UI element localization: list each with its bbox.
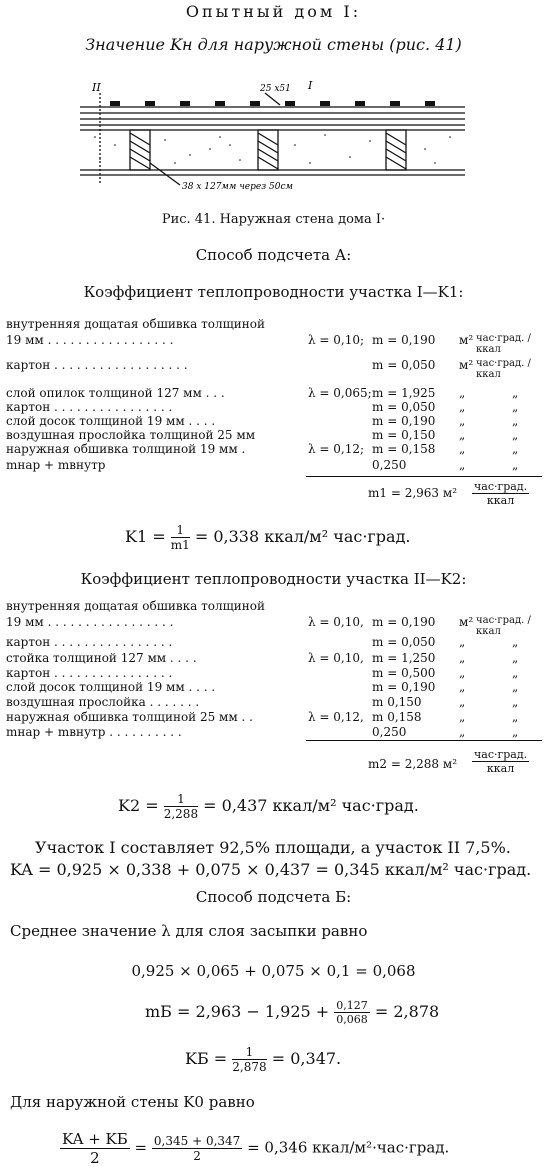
k1-numerator: 1: [171, 523, 190, 538]
table-row: [6, 710, 546, 726]
table-row: [6, 599, 546, 615]
row-m-value: m = 1,925: [372, 386, 436, 400]
row-ditto: час·град. / ккал: [476, 333, 531, 355]
row-m-value: m = 1,250: [372, 651, 436, 665]
row-label: слой досок толщиной 19 мм . . . .: [6, 680, 216, 694]
k1-denominator: m1: [170, 538, 190, 552]
mb-equation: [145, 999, 439, 1026]
row-label: mнар + mвнутр: [6, 458, 106, 472]
row-unit: м²: [459, 333, 474, 347]
row-ditto: „: [512, 386, 519, 400]
kb-numerator: 1: [232, 1045, 266, 1060]
figure-label-i: I: [308, 79, 313, 92]
row-unit: „: [459, 725, 466, 739]
row-label: картон . . . . . . . . . . . . . . . .: [6, 635, 173, 649]
table-row: [6, 680, 546, 696]
table-row: [6, 635, 546, 651]
row-unit: „: [459, 442, 466, 456]
row-m-value: 0,250: [372, 458, 407, 472]
row-m-value: m = 0,050: [372, 400, 436, 414]
row-unit: „: [459, 428, 466, 442]
figure-caption: Рис. 41. Наружная стена дома I·: [161, 212, 386, 227]
row-unit: м²: [459, 358, 474, 372]
row-label: картон . . . . . . . . . . . . . . . .: [6, 666, 173, 680]
row-unit: „: [459, 680, 466, 694]
final-numerator-1: KA + KБ: [62, 1130, 128, 1148]
table-row: [6, 358, 546, 380]
row-m-value: m 0,158: [372, 710, 422, 724]
row-m-value: m = 0,190: [372, 333, 436, 347]
row-unit: „: [459, 635, 466, 649]
final-denominator-1: 2: [90, 1149, 100, 1167]
row-label: картон . . . . . . . . . . . . . . . . . .: [6, 358, 188, 372]
table-row: [6, 458, 546, 474]
row-label: наружная обшивка толщиной 25 мм . .: [6, 710, 253, 724]
row-ditto: час·град. / ккал: [476, 358, 531, 380]
table-row: [6, 317, 546, 333]
row-ditto: „: [512, 400, 519, 414]
row-ditto: „: [512, 651, 519, 665]
row-ditto: „: [512, 725, 519, 739]
row-ditto: „: [512, 710, 519, 724]
units-denominator: ккал: [486, 762, 515, 775]
k1-lhs: K1 =: [125, 527, 166, 546]
row-m-value: 0,250: [372, 725, 407, 739]
row-ditto: „: [512, 414, 519, 428]
row-unit: „: [459, 386, 466, 400]
table-row: [6, 333, 546, 355]
section1-total: m1 = 2,963 м²: [368, 486, 458, 500]
mb-denominator: 0,068: [336, 1013, 368, 1026]
units-numerator: час·град.: [474, 480, 528, 493]
table-row: [6, 695, 546, 711]
row-unit: „: [459, 414, 466, 428]
row-label: воздушная прослойка толщиной 25 мм: [6, 428, 256, 442]
final-text: Для наружной стены K0 равно: [10, 1093, 255, 1111]
section2-total: m2 = 2,288 м²: [368, 757, 458, 771]
final-equation: $\frac{KA + KБ}{2}$ = $\frac{0,345 + 0,347}{2}$ = 0,346 ккал/м²·час·град.: [62, 1130, 450, 1167]
row-label: внутренняя дощатая обшивка толщиной: [6, 599, 265, 613]
table-row: [6, 651, 546, 667]
table-row: [6, 725, 546, 741]
row-ditto: „: [512, 458, 519, 472]
method-b-title: Способ подсчета Б:: [195, 888, 352, 906]
mb-rhs: = 2,878: [374, 1002, 440, 1021]
row-label: 19 мм . . . . . . . . . . . . . . . . .: [6, 333, 174, 347]
row-m-value: m = 0,158: [372, 442, 436, 456]
k2-denominator: 2,288: [163, 807, 199, 821]
final-denominator-2: 2: [193, 1149, 201, 1163]
row-unit: „: [459, 695, 466, 709]
kb-rhs: = 0,347.: [271, 1049, 342, 1068]
mb-lhs: mБ = 2,963 − 1,925 +: [145, 1002, 330, 1021]
k2-rhs: = 0,437 ккал/м² час·град.: [203, 796, 419, 815]
row-unit: м²: [459, 615, 474, 629]
page-subheading: Значение Kн для наружной стены (рис. 41): [85, 35, 462, 54]
row-label: внутренняя дощатая обшивка толщиной: [6, 317, 265, 331]
row-unit: „: [459, 666, 466, 680]
k1-equation: [125, 523, 411, 552]
table-row: [6, 442, 546, 458]
k2-lhs: K2 =: [118, 796, 159, 815]
figure-label-stud: 38 x 127мм через 50см: [182, 182, 293, 192]
row-label: 19 мм . . . . . . . . . . . . . . . . .: [6, 615, 174, 629]
section2-total-units: [472, 748, 529, 775]
row-m-value: m = 0,150: [372, 428, 436, 442]
row-ditto: „: [512, 666, 519, 680]
row-label: слой опилок толщиной 127 мм . . .: [6, 386, 225, 400]
section1-total-units: [472, 480, 529, 507]
method-a-title: Способ подсчета А:: [195, 246, 352, 264]
row-lambda: λ = 0,10;: [308, 333, 365, 347]
row-lambda: λ = 0,12,: [308, 710, 364, 724]
row-m-value: m = 0,190: [372, 414, 436, 428]
row-ditto: „: [512, 635, 519, 649]
section1-title: Коэффициент теплопроводности участка I—K1:: [83, 283, 464, 301]
units-numerator: час·град.: [474, 748, 528, 761]
k1-rhs: = 0,338 ккал/м² час·град.: [194, 527, 411, 546]
row-label: слой досок толщиной 19 мм . . . .: [6, 414, 216, 428]
row-ditto: час·град. / ккал: [476, 615, 531, 637]
figure-label-board: 25 x51: [260, 84, 291, 94]
k2-equation: [118, 792, 419, 821]
kb-lhs: KБ =: [185, 1049, 228, 1068]
row-m-value: m = 0,050: [372, 635, 436, 649]
kb-denominator: 2,878: [232, 1060, 267, 1074]
final-rhs: = 0,346 ккал/м²·час·град.: [247, 1138, 450, 1157]
avg-equation: 0,925 × 0,065 + 0,075 × 0,1 = 0,068: [131, 962, 416, 980]
final-numerator-2: 0,345 + 0,347: [153, 1134, 241, 1148]
section1-rule: [306, 476, 542, 477]
row-label: стойка толщиной 127 мм . . . .: [6, 651, 197, 665]
section2-rule: [306, 740, 542, 741]
row-unit: „: [459, 710, 466, 724]
row-m-value: m = 0,190: [372, 615, 436, 629]
row-m-value: m = 0,190: [372, 680, 436, 694]
row-label: наружная обшивка толщиной 19 мм .: [6, 442, 246, 456]
row-ditto: „: [512, 442, 519, 456]
row-lambda: λ = 0,12;: [308, 442, 365, 456]
share-text: Участок I составляет 92,5% площади, а участок II 7,5%.: [35, 838, 511, 857]
row-ditto: „: [512, 428, 519, 442]
row-ditto: „: [512, 680, 519, 694]
avg-text: Среднее значение λ для слоя засыпки равно: [10, 922, 368, 940]
row-m-value: m = 0,500: [372, 666, 436, 680]
row-label: картон . . . . . . . . . . . . . . . .: [6, 400, 173, 414]
row-unit: „: [459, 651, 466, 665]
row-lambda: λ = 0,10,: [308, 651, 364, 665]
row-ditto: „: [512, 695, 519, 709]
row-unit: „: [459, 458, 466, 472]
table-row: [6, 615, 546, 637]
mb-numerator: 0,127: [336, 999, 368, 1012]
figure-label-ii: II: [92, 81, 101, 94]
units-denominator: ккал: [486, 494, 515, 507]
row-label: воздушная прослойка . . . . . . .: [6, 695, 200, 709]
kb-equation: [185, 1045, 341, 1074]
row-label: mнар + mвнутр . . . . . . . . . .: [6, 725, 182, 739]
row-lambda: λ = 0,10,: [308, 615, 364, 629]
ka-equation: KA = 0,925 × 0,338 + 0,075 × 0,437 = 0,345 ккал/м² час·град.: [10, 860, 532, 879]
page-heading: Опытный дом I:: [185, 2, 362, 21]
row-unit: „: [459, 400, 466, 414]
row-m-value: m 0,150: [372, 695, 422, 709]
row-m-value: m = 0,050: [372, 358, 436, 372]
k2-numerator: 1: [164, 792, 198, 807]
wall-section-figure: [70, 75, 470, 195]
section2-title: Коэффициент теплопроводности участка II—K2:: [80, 570, 467, 588]
row-lambda: λ = 0,065;: [308, 386, 372, 400]
